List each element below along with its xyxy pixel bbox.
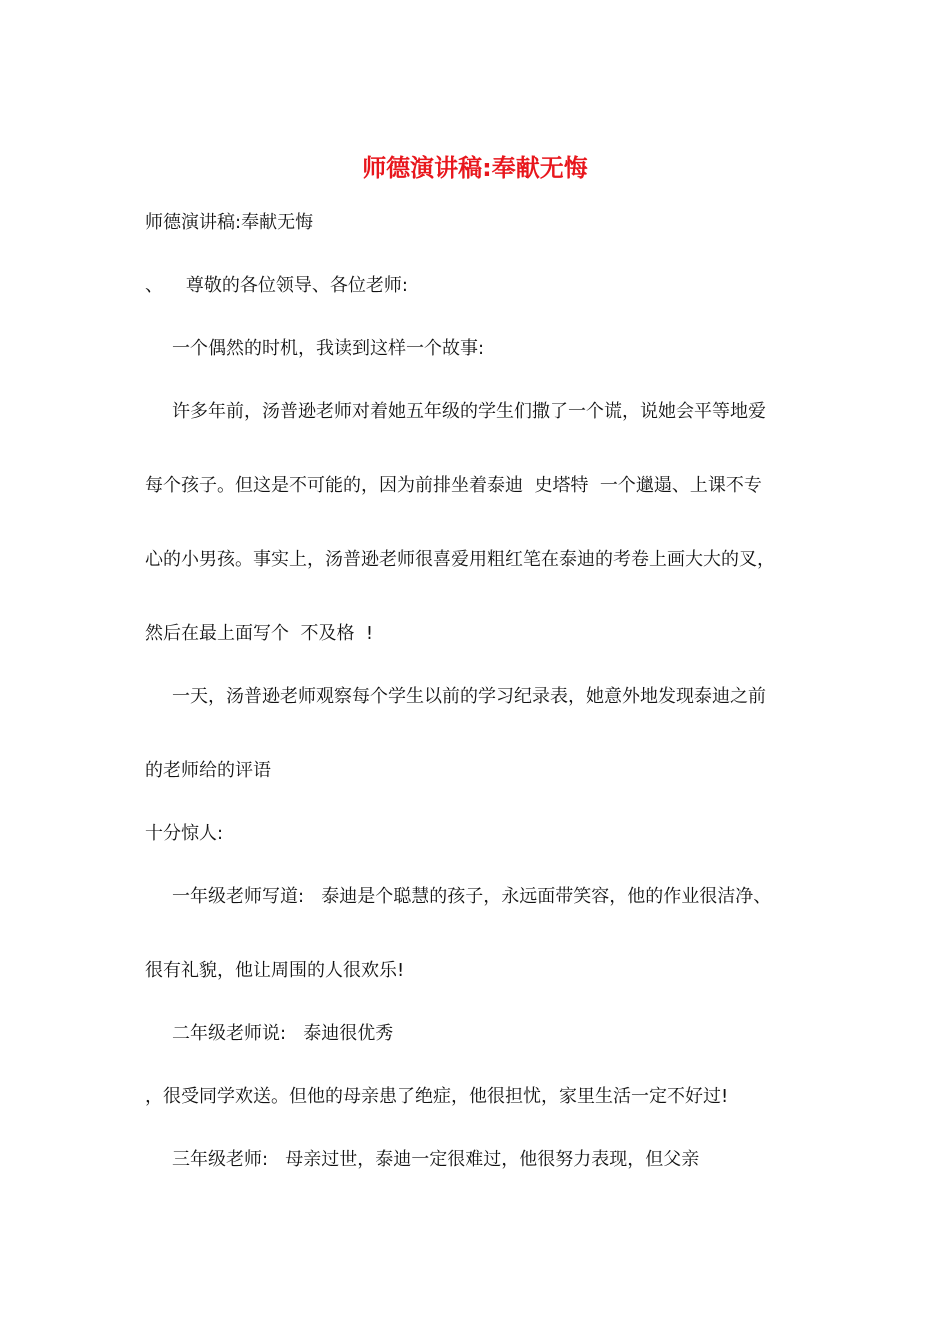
paragraph-line: 一年级老师写道: 泰迪是个聪慧的孩子，永远面带笑容，他的作业很洁净、: [172, 886, 772, 907]
paragraph-line: 一天，汤普逊老师观察每个学生以前的学习纪录表，她意外地发现泰迪之前: [172, 686, 766, 707]
paragraph-line: 十分惊人:: [145, 823, 224, 844]
document-title: 师德演讲稿:奉献无悔: [362, 154, 588, 182]
paragraph-line: 二年级老师说: 泰迪很优秀: [172, 1023, 394, 1044]
paragraph-line: 很有礼貌，他让周围的人很欢乐!: [145, 960, 405, 981]
paragraph-line: 的老师给的评语: [145, 760, 271, 781]
paragraph-line: 心的小男孩。事实上，汤普逊老师很喜爱用粗红笔在泰迪的考卷上画大大的叉，: [145, 549, 775, 570]
paragraph-line: 每个孩子。但这是不可能的，因为前排坐着泰迪 史塔特 一个邋遢、上课不专: [145, 475, 762, 496]
paragraph-line: 三年级老师: 母亲过世，泰迪一定很难过，他很努力表现，但父亲: [172, 1149, 700, 1170]
paragraph-line: 一个偶然的时机，我读到这样一个故事:: [172, 338, 485, 359]
paragraph-line: 、 尊敬的各位领导、各位老师:: [145, 275, 408, 296]
paragraph-line: ，很受同学欢送。但他的母亲患了绝症，他很担忧，家里生活一定不好过!: [145, 1086, 729, 1107]
paragraph-line: 许多年前，汤普逊老师对着她五年级的学生们撒了一个谎，说她会平等地爱: [172, 401, 766, 422]
paragraph-line: 师德演讲稿:奉献无悔: [145, 212, 314, 233]
paragraph-line: 然后在最上面写个 不及格 !: [145, 623, 374, 644]
